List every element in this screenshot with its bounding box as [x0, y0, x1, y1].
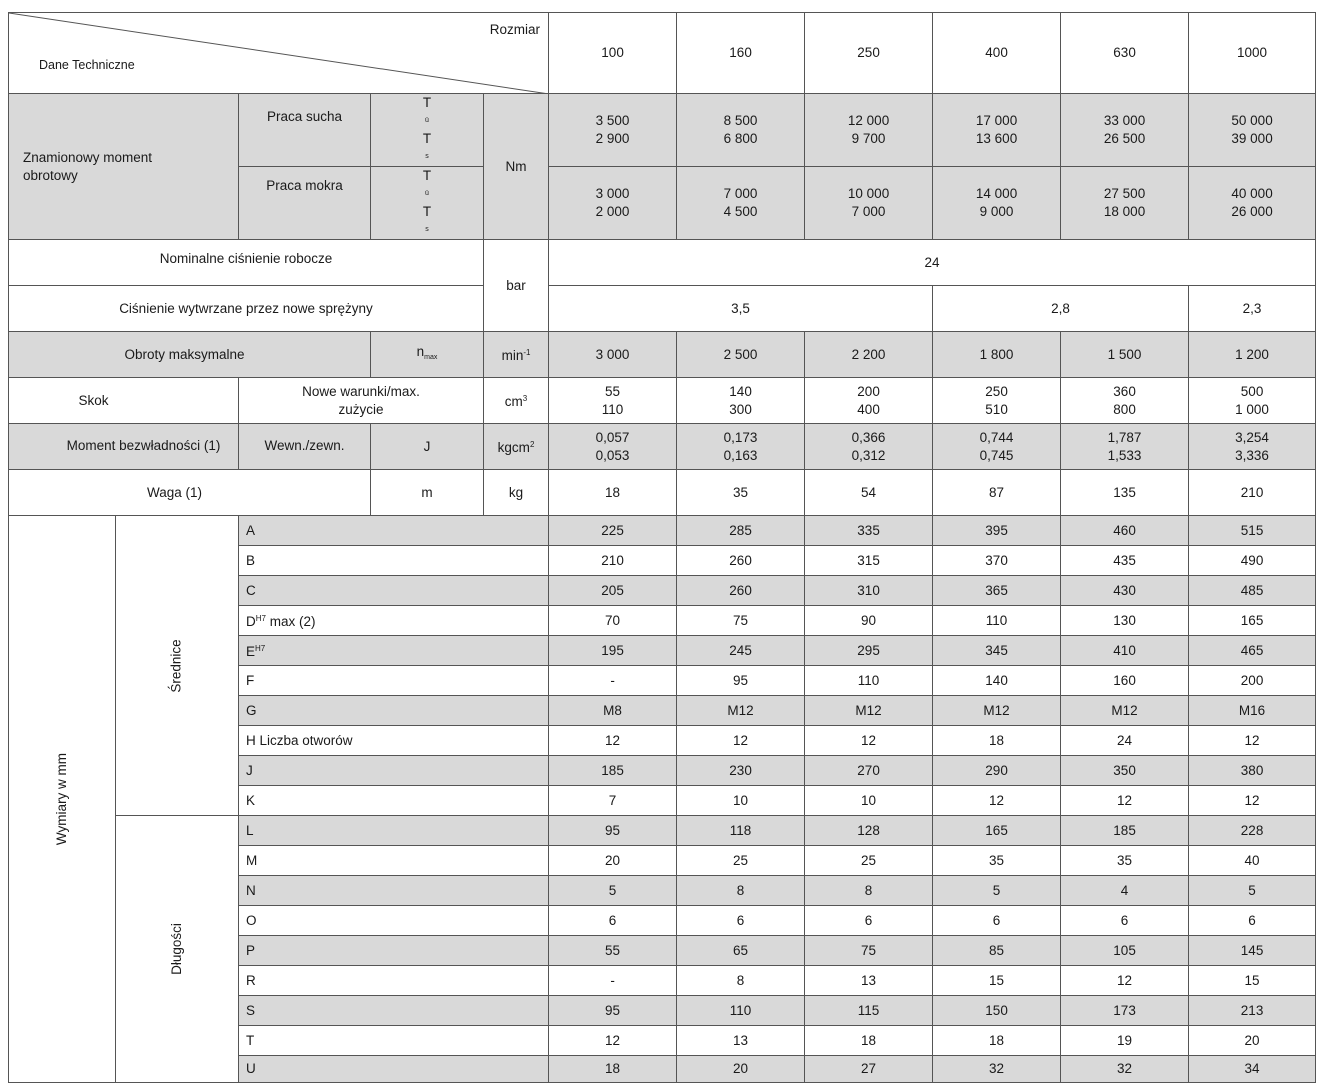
value-cell: 205: [549, 576, 677, 606]
value: 0,163: [723, 447, 758, 463]
value: 14 000: [975, 186, 1018, 201]
dimension-name: T: [239, 1026, 549, 1056]
value-cell: [805, 424, 933, 470]
value-cell: 365: [933, 576, 1061, 606]
value-cell: M8: [549, 696, 677, 726]
inertia-row: [9, 424, 1316, 470]
stroke-condition: [239, 378, 484, 424]
value-cell: 12: [1061, 966, 1189, 996]
value-cell: 270: [805, 756, 933, 786]
value: 1,533: [1107, 447, 1142, 463]
value-cell: 54: [805, 470, 933, 516]
value-cell: 460: [1061, 516, 1189, 546]
unit-sup: -1: [523, 348, 531, 357]
unit-min: min: [501, 348, 524, 363]
dimension-name: G: [239, 696, 549, 726]
value-cell: 12: [549, 1026, 677, 1056]
value-cell: 35: [677, 470, 805, 516]
weight-label: Waga (1): [9, 470, 371, 516]
dimension-letter: E: [246, 644, 256, 659]
value-cell: [805, 94, 933, 167]
value: 8 500: [723, 113, 758, 128]
value-cell: 5: [1189, 876, 1316, 906]
value-cell: M12: [933, 696, 1061, 726]
max-speed-symbol: [371, 332, 484, 378]
dimension-name: S: [239, 996, 549, 1026]
value-cell: 5: [549, 876, 677, 906]
value-cell: 6: [549, 906, 677, 936]
value-cell: 290: [933, 756, 1061, 786]
symbol-sub: s: [425, 153, 429, 160]
value: 9 700: [851, 131, 886, 146]
dimension-row: [9, 516, 1316, 546]
value-cell: 70: [549, 606, 677, 636]
unit-sup: 2: [529, 440, 535, 449]
value: 9 000: [979, 204, 1014, 219]
value-cell: 6: [1061, 906, 1189, 936]
value-cell: 35: [933, 846, 1061, 876]
value: 1,787: [1107, 429, 1142, 445]
value-cell: 335: [805, 516, 933, 546]
value-cell: 65: [677, 936, 805, 966]
value-cell: 1 500: [1061, 332, 1189, 378]
dimension-letter: D: [246, 614, 256, 629]
value: 6 800: [723, 131, 758, 146]
value-cell: 13: [677, 1026, 805, 1056]
value: 7 000: [851, 204, 886, 219]
value: 55: [605, 383, 621, 399]
symbol-n: n: [416, 343, 425, 359]
value-cell: 1 200: [1189, 332, 1316, 378]
technical-data-label: Dane Techniczne: [39, 58, 135, 72]
symbol-sub: max: [424, 353, 438, 361]
spring-pressure-value: 2,3: [1189, 286, 1316, 332]
value-cell: 8: [677, 876, 805, 906]
value: 3 000: [595, 186, 630, 201]
value-cell: [805, 378, 933, 424]
unit-kgcm: kgcm: [497, 440, 530, 455]
value-cell: 225: [549, 516, 677, 546]
value-cell: 95: [549, 816, 677, 846]
value: 3,254: [1235, 429, 1269, 445]
value: 0,173: [723, 429, 758, 445]
nominal-pressure-label: Nominalne ciśnienie robocze: [9, 240, 484, 286]
value-cell: 20: [1189, 1026, 1316, 1056]
value-cell: 75: [805, 936, 933, 966]
value-cell: 195: [549, 636, 677, 666]
technical-data-table: [8, 12, 1316, 1083]
value: 33 000: [1103, 113, 1146, 128]
value-cell: 40: [1189, 846, 1316, 876]
tolerance-sup: H7: [255, 614, 266, 623]
value-cell: [677, 167, 805, 240]
value: 0,053: [595, 447, 630, 463]
rated-torque-text: Znamionowy moment obrotowy: [23, 149, 153, 183]
weight-row: [9, 470, 1316, 516]
value: 0,312: [851, 447, 886, 463]
dimension-name: U: [239, 1056, 549, 1083]
value: 0,366: [851, 429, 886, 445]
condition-line: zużycie: [338, 401, 384, 417]
value: 39 000: [1231, 131, 1273, 146]
lengths-label: Długości: [169, 923, 184, 975]
value-cell: 110: [933, 606, 1061, 636]
value-cell: 410: [1061, 636, 1189, 666]
value-cell: 210: [1189, 470, 1316, 516]
max-speed-row: [9, 332, 1316, 378]
value-cell: 370: [933, 546, 1061, 576]
value: 10 000: [847, 186, 890, 201]
value-cell: 285: [677, 516, 805, 546]
value-cell: 310: [805, 576, 933, 606]
stroke-row: [9, 378, 1316, 424]
value-cell: 6: [677, 906, 805, 936]
value-cell: 140: [933, 666, 1061, 696]
rated-torque-label: [9, 94, 239, 240]
weight-unit: kg: [484, 470, 549, 516]
max-speed-label: Obroty maksymalne: [9, 332, 371, 378]
value-cell: [933, 424, 1061, 470]
dimension-name: L: [239, 816, 549, 846]
value-cell: [1061, 424, 1189, 470]
value: 140: [729, 383, 752, 399]
value-cell: 2 200: [805, 332, 933, 378]
value-cell: [805, 167, 933, 240]
max-speed-unit: [484, 332, 549, 378]
value-cell: 160: [1061, 666, 1189, 696]
value-cell: 6: [933, 906, 1061, 936]
size-header: 100: [549, 13, 677, 94]
wet-operation-label: Praca mokra: [239, 167, 371, 240]
stroke-label: Skok: [9, 378, 239, 424]
value-cell: 95: [677, 666, 805, 696]
value-cell: 18: [933, 1026, 1061, 1056]
value-cell: 18: [549, 1056, 677, 1083]
value: 2 000: [595, 204, 630, 219]
value-cell: [933, 378, 1061, 424]
value-cell: [677, 378, 805, 424]
value-cell: 90: [805, 606, 933, 636]
value-cell: [1061, 94, 1189, 167]
value-cell: 135: [1061, 470, 1189, 516]
dimension-name: H Liczba otworów: [239, 726, 549, 756]
value-cell: 75: [677, 606, 805, 636]
value-cell: 85: [933, 936, 1061, 966]
value-cell: [1061, 167, 1189, 240]
value-cell: 260: [677, 576, 805, 606]
torque-symbols: [371, 94, 484, 167]
value-cell: 2 500: [677, 332, 805, 378]
value: 18 000: [1103, 204, 1146, 219]
value: 200: [857, 383, 880, 399]
dimensions-label: Wymiary w mm: [54, 752, 69, 846]
size-label: Rozmiar: [489, 22, 541, 37]
dimension-name: K: [239, 786, 549, 816]
value-cell: 315: [805, 546, 933, 576]
value-cell: 165: [1189, 606, 1316, 636]
value-cell: M12: [805, 696, 933, 726]
value-cell: 8: [805, 876, 933, 906]
value-cell: [933, 94, 1061, 167]
symbol-t: T: [422, 168, 432, 183]
dimension-name: B: [239, 546, 549, 576]
value-cell: 20: [677, 1056, 805, 1083]
dimension-row: [9, 816, 1316, 846]
value-cell: 12: [805, 726, 933, 756]
value-cell: 5: [933, 876, 1061, 906]
value-cell: M12: [1061, 696, 1189, 726]
symbol-t: T: [422, 131, 432, 146]
value: 4 500: [723, 204, 758, 219]
dimension-name: A: [239, 516, 549, 546]
value-cell: [549, 94, 677, 167]
dimension-name: C: [239, 576, 549, 606]
value: 26 500: [1103, 131, 1146, 146]
inertia-label: Moment bezwładności (1): [9, 424, 239, 470]
value: 0,744: [979, 429, 1014, 445]
dimension-name: [239, 606, 549, 636]
value-cell: [1189, 424, 1316, 470]
value-cell: 150: [933, 996, 1061, 1026]
value-cell: 3 000: [549, 332, 677, 378]
value-cell: [1189, 94, 1316, 167]
value: 26 000: [1231, 204, 1273, 219]
value-cell: 12: [1061, 786, 1189, 816]
value-cell: 15: [933, 966, 1061, 996]
value-cell: 12: [549, 726, 677, 756]
size-header: 400: [933, 13, 1061, 94]
value: 300: [729, 401, 752, 417]
value: 250: [985, 383, 1008, 399]
value-cell: 20: [549, 846, 677, 876]
value-cell: 213: [1189, 996, 1316, 1026]
diameters-label-cell: [116, 516, 239, 816]
value: 40 000: [1231, 186, 1273, 201]
value-cell: 130: [1061, 606, 1189, 636]
value-cell: 118: [677, 816, 805, 846]
value-cell: 395: [933, 516, 1061, 546]
stroke-unit: [484, 378, 549, 424]
dimension-suffix: max (2): [269, 614, 316, 629]
value-cell: 185: [549, 756, 677, 786]
value-cell: 7: [549, 786, 677, 816]
value-cell: 465: [1189, 636, 1316, 666]
value: 0,057: [595, 429, 630, 445]
value-cell: [549, 424, 677, 470]
torque-unit: Nm: [484, 94, 549, 240]
value-cell: 25: [677, 846, 805, 876]
symbol-sub: s: [425, 226, 429, 233]
symbol-t: T: [422, 204, 432, 219]
value-cell: 210: [549, 546, 677, 576]
spring-pressure-value: 3,5: [549, 286, 933, 332]
size-header: 250: [805, 13, 933, 94]
condition-line: Nowe warunki/max.: [302, 383, 420, 399]
value-cell: [549, 167, 677, 240]
value-cell: 515: [1189, 516, 1316, 546]
value-cell: -: [549, 666, 677, 696]
value: 12 000: [847, 113, 890, 128]
value-cell: 490: [1189, 546, 1316, 576]
diagonal-line: [9, 13, 549, 94]
value-cell: 32: [1061, 1056, 1189, 1083]
value-cell: 95: [549, 996, 677, 1026]
value-cell: [1189, 167, 1316, 240]
header-diagonal-cell: [9, 13, 549, 94]
value-cell: 18: [549, 470, 677, 516]
header-row: [9, 13, 1316, 94]
value-cell: 350: [1061, 756, 1189, 786]
value-cell: -: [549, 966, 677, 996]
value-cell: 105: [1061, 936, 1189, 966]
dimensions-label-cell: [9, 516, 116, 1083]
value-cell: 110: [677, 996, 805, 1026]
value-cell: 115: [805, 996, 933, 1026]
symbol-t: T: [422, 95, 432, 110]
value: 50 000: [1231, 113, 1273, 128]
dimension-name: O: [239, 906, 549, 936]
diameters-label: Średnice: [168, 638, 184, 693]
value-cell: 12: [1189, 786, 1316, 816]
value-cell: 145: [1189, 936, 1316, 966]
dimension-name: M: [239, 846, 549, 876]
value-cell: 200: [1189, 666, 1316, 696]
value-cell: 12: [677, 726, 805, 756]
size-header: 1000: [1189, 13, 1316, 94]
value-cell: 1 800: [933, 332, 1061, 378]
value-cell: 8: [677, 966, 805, 996]
value-cell: [1189, 378, 1316, 424]
spring-pressure-value: 2,8: [933, 286, 1189, 332]
value-cell: 295: [805, 636, 933, 666]
dimension-name: J: [239, 756, 549, 786]
dimension-name: P: [239, 936, 549, 966]
value-cell: 110: [805, 666, 933, 696]
value-cell: 435: [1061, 546, 1189, 576]
value-cell: 380: [1189, 756, 1316, 786]
value-cell: M12: [677, 696, 805, 726]
value-cell: 10: [805, 786, 933, 816]
lengths-label-cell: [116, 816, 239, 1083]
dimension-name: F: [239, 666, 549, 696]
value-cell: 6: [1189, 906, 1316, 936]
value: 7 000: [723, 186, 758, 201]
value: 110: [601, 401, 624, 417]
tolerance-sup: H7: [255, 644, 266, 653]
value-cell: 173: [1061, 996, 1189, 1026]
value-cell: [1061, 378, 1189, 424]
inertia-unit: [484, 424, 549, 470]
value-cell: 35: [1061, 846, 1189, 876]
value: 360: [1113, 383, 1136, 399]
value-cell: 230: [677, 756, 805, 786]
size-header: 160: [677, 13, 805, 94]
value-cell: 13: [805, 966, 933, 996]
value-cell: 345: [933, 636, 1061, 666]
inertia-condition: Wewn./zewn.: [239, 424, 371, 470]
value-cell: M16: [1189, 696, 1316, 726]
value-cell: 15: [1189, 966, 1316, 996]
value: 510: [985, 401, 1008, 417]
value-cell: 34: [1189, 1056, 1316, 1083]
inertia-symbol: J: [371, 424, 484, 470]
value-cell: 128: [805, 816, 933, 846]
value-cell: 245: [677, 636, 805, 666]
value-cell: [549, 378, 677, 424]
value-cell: 430: [1061, 576, 1189, 606]
dry-operation-label: Praca sucha: [239, 94, 371, 167]
size-header: 630: [1061, 13, 1189, 94]
value: 3 500: [595, 113, 630, 128]
value-cell: 185: [1061, 816, 1189, 846]
spring-pressure-row: [9, 286, 1316, 332]
value: 27 500: [1103, 186, 1146, 201]
value: 1 000: [1235, 401, 1269, 417]
value-cell: 25: [805, 846, 933, 876]
value-cell: 18: [933, 726, 1061, 756]
unit-cm: cm: [504, 394, 523, 409]
value-cell: 24: [1061, 726, 1189, 756]
value-cell: 87: [933, 470, 1061, 516]
value: 2 900: [595, 131, 630, 146]
value: 500: [1240, 383, 1264, 399]
moment-dry-row: [9, 94, 1316, 167]
value-cell: 6: [805, 906, 933, 936]
spring-pressure-label: Ciśnienie wytwrzane przez nowe sprężyny: [9, 286, 484, 332]
value-cell: 228: [1189, 816, 1316, 846]
value-cell: 485: [1189, 576, 1316, 606]
value-cell: [677, 424, 805, 470]
value-cell: 18: [805, 1026, 933, 1056]
symbol-sub: ü: [425, 190, 429, 197]
value: 3,336: [1235, 447, 1269, 463]
unit-sup: 3: [522, 394, 528, 403]
value-cell: 12: [933, 786, 1061, 816]
value: 800: [1113, 401, 1136, 417]
value: 17 000: [975, 113, 1018, 128]
value: 13 600: [975, 131, 1018, 146]
nominal-pressure-row: [9, 240, 1316, 286]
value-cell: 19: [1061, 1026, 1189, 1056]
weight-symbol: m: [371, 470, 484, 516]
value-cell: 55: [549, 936, 677, 966]
pressure-unit: bar: [484, 240, 549, 332]
torque-symbols: [371, 167, 484, 240]
value-cell: 4: [1061, 876, 1189, 906]
value-cell: 32: [933, 1056, 1061, 1083]
value-cell: 12: [1189, 726, 1316, 756]
value: 0,745: [979, 447, 1014, 463]
value: 400: [857, 401, 880, 417]
value-cell: [933, 167, 1061, 240]
nominal-pressure-value: 24: [549, 240, 1316, 286]
value-cell: 260: [677, 546, 805, 576]
dimension-name: R: [239, 966, 549, 996]
value-cell: [677, 94, 805, 167]
dimension-name: [239, 636, 549, 666]
dimension-name: N: [239, 876, 549, 906]
value-cell: 165: [933, 816, 1061, 846]
value-cell: 27: [805, 1056, 933, 1083]
symbol-sub: ü: [425, 117, 429, 124]
value-cell: 10: [677, 786, 805, 816]
